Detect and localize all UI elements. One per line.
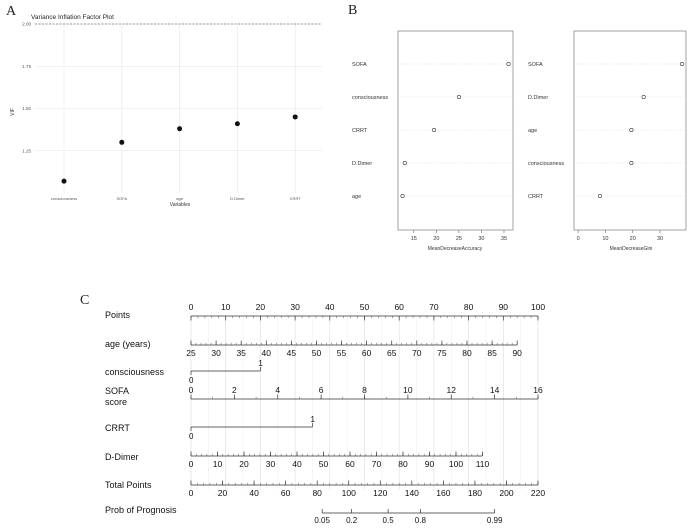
nomogram-tick-label: 16 (533, 385, 543, 395)
nomogram-tick-label: 80 (463, 302, 474, 312)
nomogram-tick-label: 12 (446, 385, 456, 395)
mda-point (457, 95, 460, 98)
vif-point (62, 179, 67, 184)
mda-x-tick-label: 35 (500, 236, 508, 242)
mdg-variable-label: D.Dimer (528, 95, 549, 101)
vif-y-tick-label: 2.00 (22, 21, 31, 27)
mdg-x-tick-label: 30 (656, 236, 664, 242)
nomogram-tick-label: 70 (429, 302, 439, 312)
nomogram-row-label: age (years) (105, 339, 151, 349)
mdg-variable-label: consciousness (528, 161, 565, 167)
vif-plot-title: Variance Inflation Factor Plot (31, 14, 114, 21)
vif-y-tick-label: 1.75 (22, 63, 31, 69)
nomogram-tick-label: 6 (318, 385, 324, 395)
nomogram-tick-label: 60 (280, 488, 291, 498)
vif-x-tick-label: SOFA (116, 196, 128, 201)
vif-point (293, 114, 298, 119)
nomogram-tick-label: 40 (249, 488, 259, 498)
nomogram-tick-label: 220 (530, 488, 546, 498)
vif-x-axis-label: Variables (169, 202, 191, 208)
nomogram-tick-label: 60 (345, 459, 355, 469)
nomogram-tick-label: 100 (530, 302, 546, 312)
nomogram-tick-label: 120 (373, 488, 388, 498)
mda-x-tick-label: 20 (433, 236, 440, 242)
mdg-x-tick-label: 10 (602, 236, 609, 242)
nomogram-tick-label: 50 (318, 459, 329, 469)
nomogram-tick-label: 80 (312, 488, 322, 498)
nomogram-tick-label: 40 (261, 348, 272, 358)
nomogram-tick-label: 30 (290, 302, 300, 312)
mdg-point (642, 95, 645, 98)
nomogram-tick-label: 0 (188, 302, 194, 312)
nomogram-tick-label: 0 (188, 385, 194, 395)
mda-point (507, 62, 510, 65)
nomogram-tick-label: 1 (310, 415, 315, 424)
nomogram-tick-label: 90 (512, 348, 522, 358)
mda-x-tick-label: 15 (410, 236, 417, 242)
mda-point (403, 161, 406, 164)
nomogram-tick-label: 110 (475, 459, 490, 469)
nomogram-tick-label: 180 (467, 488, 483, 498)
panel-a-letter: A (6, 4, 17, 19)
nomogram-tick-label: 50 (359, 302, 370, 312)
nomogram-tick-label: 90 (424, 459, 435, 469)
panel-c-letter: C (80, 293, 90, 308)
nomogram-tick-label: 0.8 (414, 516, 426, 525)
nomogram-tick-label: 65 (386, 348, 397, 358)
nomogram-tick-label: 85 (487, 348, 497, 358)
nomogram-tick-label: 10 (212, 459, 223, 469)
mda-point (401, 194, 404, 197)
nomogram-tick-label: 50 (311, 348, 322, 358)
nomogram-tick-label: 0.2 (346, 516, 358, 525)
nomogram-row-label: CRRT (105, 423, 130, 433)
nomogram-tick-label: 0 (188, 459, 194, 469)
vif-y-tick-label: 1.25 (22, 148, 31, 154)
nomogram-tick-label: 200 (499, 488, 514, 498)
vif-point (119, 140, 124, 145)
panel-b-letter: B (348, 3, 358, 18)
vif-point (235, 121, 240, 126)
nomogram-tick-label: 20 (217, 488, 228, 498)
nomogram-tick-label: 0.99 (486, 516, 503, 525)
mda-variable-label: D.Dimer (352, 161, 373, 167)
nomogram-tick-label: 75 (437, 348, 447, 358)
mdg-point (598, 194, 601, 197)
nomogram-tick-label: 60 (361, 348, 372, 358)
nomogram-tick-label: 1 (258, 359, 263, 368)
nomogram-tick-label: 55 (336, 348, 347, 358)
mda-variable-label: SOFA (352, 62, 367, 68)
nomogram (105, 302, 545, 525)
nomogram-tick-label: 0.05 (314, 516, 330, 525)
mda-variable-label: consciousness (352, 95, 389, 101)
vif-x-tick-label: age (176, 196, 183, 201)
nomogram-tick-label: 20 (239, 459, 249, 469)
nomogram-row-label: Points (105, 310, 131, 320)
mean-decrease-gini-plot (528, 31, 686, 252)
nomogram-tick-label: 40 (325, 302, 335, 312)
vif-x-tick-label: CRRT (289, 196, 301, 201)
mdg-variable-label: age (528, 128, 538, 134)
nomogram-tick-label: 90 (498, 302, 509, 312)
vif-y-tick-label: 1.50 (22, 106, 31, 111)
nomogram-tick-label: 0.5 (382, 516, 394, 525)
nomogram-tick-label: 35 (236, 348, 246, 358)
mdg-variable-label: CRRT (528, 194, 544, 200)
mdg-variable-label: SOFA (528, 62, 543, 68)
mda-plot-frame (398, 31, 513, 230)
nomogram-tick-label: 100 (341, 488, 356, 498)
nomogram-tick-label: 8 (362, 385, 367, 395)
mda-variable-label: age (352, 194, 362, 200)
nomogram-tick-label: 30 (211, 348, 221, 358)
nomogram-tick-label: 10 (403, 385, 413, 395)
mdg-x-axis-label: MeanDecreaseGini (609, 246, 653, 252)
vif-plot (10, 14, 322, 208)
nomogram-tick-label: 0 (189, 432, 194, 441)
nomogram-tick-label: 4 (275, 385, 281, 395)
nomogram-tick-label: 14 (489, 385, 500, 395)
mda-x-tick-label: 25 (455, 236, 462, 242)
nomogram-tick-label: 160 (436, 488, 451, 498)
nomogram-tick-label: 70 (371, 459, 382, 469)
nomogram-tick-label: 0 (188, 488, 194, 498)
nomogram-tick-label: 60 (394, 302, 404, 312)
mda-point (432, 128, 435, 131)
nomogram-tick-label: 0 (189, 376, 194, 385)
mda-x-tick-label: 30 (478, 236, 485, 242)
nomogram-tick-label: 25 (186, 348, 196, 358)
nomogram-tick-label: 40 (292, 459, 302, 469)
nomogram-tick-label: 70 (412, 348, 422, 358)
mdg-point (630, 128, 633, 131)
mean-decrease-accuracy-plot (352, 31, 513, 252)
nomogram-row-label: D-Dimer (105, 452, 139, 462)
nomogram-tick-label: 20 (255, 302, 266, 312)
nomogram-row-label: consciousness (105, 367, 165, 377)
nomogram-tick-label: 2 (232, 385, 237, 395)
nomogram-row-label: Total Points (105, 480, 152, 490)
nomogram-tick-label: 45 (286, 348, 297, 358)
mdg-x-tick-label: 0 (576, 236, 580, 242)
mda-variable-label: CRRT (352, 128, 368, 134)
mda-x-axis-label: MeanDecreaseAccuracy (427, 246, 483, 252)
nomogram-tick-label: 10 (220, 302, 231, 312)
nomogram-tick-label: 80 (462, 348, 472, 358)
vif-x-tick-label: D.Dimer (230, 196, 245, 201)
nomogram-tick-label: 140 (404, 488, 419, 498)
nomogram-row-label: SOFA score (105, 386, 130, 407)
nomogram-tick-label: 100 (448, 459, 464, 469)
mdg-point (680, 62, 683, 65)
vif-point (177, 126, 182, 131)
mdg-point (630, 161, 633, 164)
vif-y-axis-label: VIF (10, 108, 16, 116)
nomogram-tick-label: 80 (398, 459, 408, 469)
nomogram-tick-label: 30 (265, 459, 276, 469)
vif-x-tick-label: consciousness (50, 196, 78, 201)
mdg-x-tick-label: 20 (629, 236, 636, 242)
nomogram-row-label: Prob of Prognosis (105, 505, 177, 515)
